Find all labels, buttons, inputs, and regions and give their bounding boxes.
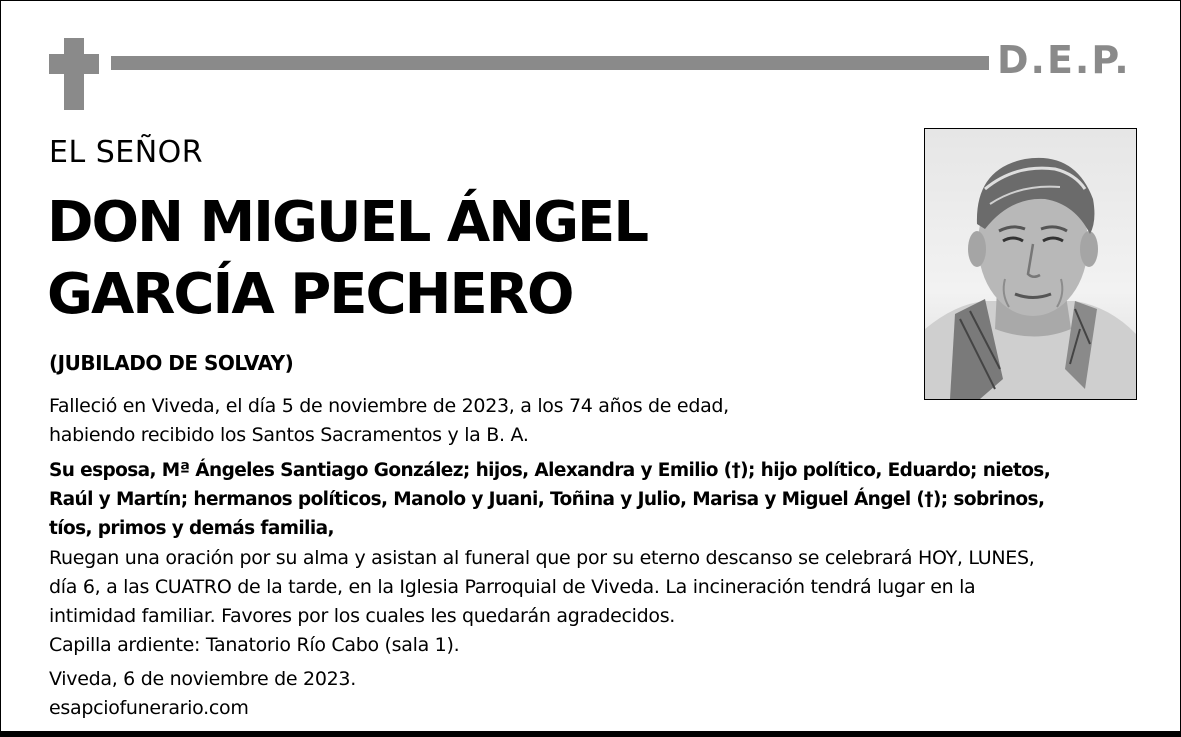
funeral-line: intimidad familiar. Favores por los cuales les quedarán agradecidos. [49,605,676,627]
website: esapciofunerario.com [49,697,249,719]
family-line: Raúl y Martín; hermanos políticos, Manolo y Juani, Toñina y Julio, Marisa y Miguel Ángel (†); sobrinos, [49,489,1045,510]
death-notice-line: habiendo recibido los Santos Sacramentos y la B. A. [49,424,529,446]
deceased-name-line-2: GARCÍA PECHERO [47,262,573,327]
header-rule [111,56,989,70]
funeral-line: día 6, a las CUATRO de la tarde, en la Iglesia Parroquial de Viveda. La incineración tendrá lugar en la [49,576,976,598]
deceased-name [47,187,647,331]
footer [49,665,356,723]
deceased-subtitle: (JUBILADO DE SOLVAY) [49,351,294,375]
family-list [49,456,1159,543]
portrait-photo [924,128,1137,400]
family-line: Su esposa, Mª Ángeles Santiago González; hijos, Alexandra y Emilio (†); hijo político, Eduardo; nietos, [49,460,1051,481]
place-date: Viveda, 6 de noviembre de 2023. [49,668,356,690]
honorific-prefix: EL SEÑOR [49,135,204,170]
deceased-name-line-1: DON MIGUEL ÁNGEL [47,190,647,255]
dep-label: D.E.P. [997,38,1131,82]
cross-icon [49,38,99,110]
funeral-request [49,544,1159,660]
chapel-line: Capilla ardiente: Tanatorio Río Cabo (sala 1). [49,634,460,656]
death-notice [49,392,809,450]
funeral-line: Ruegan una oración por su alma y asistan al funeral que por su eterno descanso se celebrará HOY, LUNES, [49,547,1035,569]
family-line: tíos, primos y demás familia, [49,518,334,539]
death-notice-line: Falleció en Viveda, el día 5 de noviembre de 2023, a los 74 años de edad, [49,395,729,417]
portrait-illustration [925,129,1136,399]
